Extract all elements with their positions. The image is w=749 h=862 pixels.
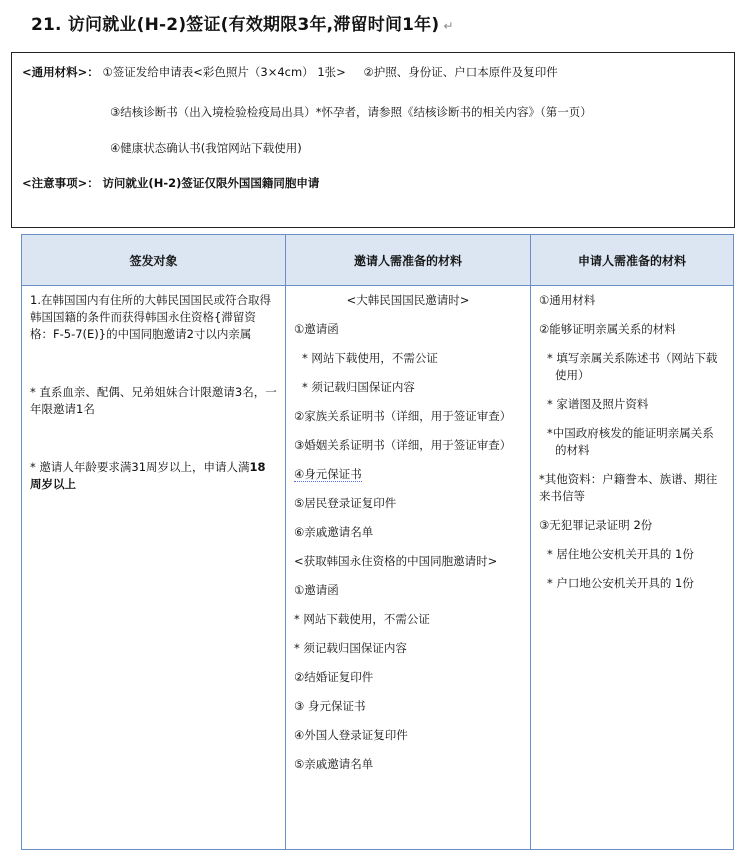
inviter-item: ②结婚证复印件: [294, 670, 374, 684]
applicant-item: * 居住地公安机关开具的 1份: [547, 547, 694, 561]
empty-line: [30, 430, 277, 447]
korean-national-invite-heading: <大韩民国国民邀请时>: [346, 293, 470, 307]
permanent-resident-invite-heading: <获取韩国永住资格的中国同胞邀请时>: [294, 554, 498, 568]
table-row: [22, 286, 734, 850]
inviter-item: ⑤居民登录证复印件: [294, 496, 397, 510]
inviter-materials-cell: [286, 286, 531, 850]
applicant-item: * 户口地公安机关开具的 1份: [547, 576, 694, 590]
common-materials-line-1: [22, 64, 558, 80]
age-requirement-text: * 邀请人年龄要求满31周岁以上，申请人满: [30, 460, 250, 474]
inviter-item: ③ 身元保证书: [294, 699, 366, 713]
notice-label: <注意事项>：: [22, 176, 99, 190]
table-header-row: [22, 235, 734, 286]
inviter-item: [294, 466, 522, 483]
inviter-item: * 须记载归国保证内容: [294, 641, 407, 655]
common-materials-box: [11, 52, 735, 228]
common-item-2: ②护照、身份证、户口本原件及复印件: [363, 65, 558, 79]
inviter-item: * 须记载归国保证内容: [302, 380, 415, 394]
applicant-item: ③无犯罪记录证明 2份: [539, 518, 653, 532]
header-inviter-materials: 邀请人需准备的材料: [286, 235, 531, 286]
guarantee-letter-text: ④身元保证书: [294, 467, 362, 481]
inviter-item: ①邀请函: [294, 322, 339, 336]
common-item-1: ①签证发给申请表<彩色照片（3×4cm） 1张>: [102, 65, 346, 79]
notice-text: 访问就业(H-2)签证仅限外国国籍同胞申请: [102, 176, 320, 190]
applicant-item: ①通用材料: [539, 293, 596, 307]
applicant-item: ②能够证明亲属关系的材料: [539, 322, 676, 336]
applicant-item: * 填写亲属关系陈述书（网站下载使用）: [547, 351, 718, 382]
inviter-item: * 网站下载使用，不需公证: [294, 612, 430, 626]
inviter-item: ⑥亲戚邀请名单: [294, 525, 374, 539]
applicant-item: * 家谱图及照片资料: [547, 397, 649, 411]
target-condition: 1.在韩国国内有住所的大韩民国国民或符合取得韩国国籍的条件而获得韩国永住资格{滞留资格：F-5-7(E)}的中国同胞邀请2寸以内亲属: [30, 293, 271, 341]
common-materials-label: <通用材料>：: [22, 65, 99, 79]
issue-target-cell: [22, 286, 286, 850]
applicant-materials-cell: [531, 286, 734, 850]
empty-line: [30, 355, 277, 372]
age-requirement-bold: 18周岁以上: [30, 460, 266, 491]
inviter-item: ④外国人登录证复印件: [294, 728, 408, 742]
inviter-item: ⑤亲戚邀请名单: [294, 757, 374, 771]
age-requirement-note: [30, 459, 277, 493]
inviter-item: ③婚姻关系证明书（详细，用于签证审查）: [294, 438, 512, 452]
invite-limit-note: * 直系血亲、配偶、兄弟姐妹合计限邀请3名，一年限邀请1名: [30, 385, 277, 416]
inviter-item: * 网站下载使用，不需公证: [302, 351, 438, 365]
inviter-item: ②家族关系证明书（详细，用于签证审查）: [294, 409, 512, 423]
requirements-table: [21, 234, 734, 850]
applicant-item: *其他资料：户籍誊本、族谱、期往来书信等: [539, 472, 718, 503]
title-text: 21. 访问就业(H-2)签证(有效期限3年,滞留时间1年): [31, 15, 440, 35]
applicant-item: *中国政府核发的能证明亲属关系的材料: [547, 426, 714, 457]
paragraph-mark: ↵: [443, 19, 454, 33]
page-title: [31, 10, 454, 35]
notice-line: [22, 175, 319, 191]
header-applicant-materials: 申请人需准备的材料: [531, 235, 734, 286]
common-item-3: ③结核诊断书（出入境检验检疫局出具）*怀孕者，请参照《结核诊断书的相关内容》（第一页）: [110, 105, 592, 119]
common-item-4: ④健康状态确认书(我馆网站下载使用): [110, 141, 302, 155]
header-issue-target: 签发对象: [22, 235, 286, 286]
inviter-item: ①邀请函: [294, 583, 339, 597]
